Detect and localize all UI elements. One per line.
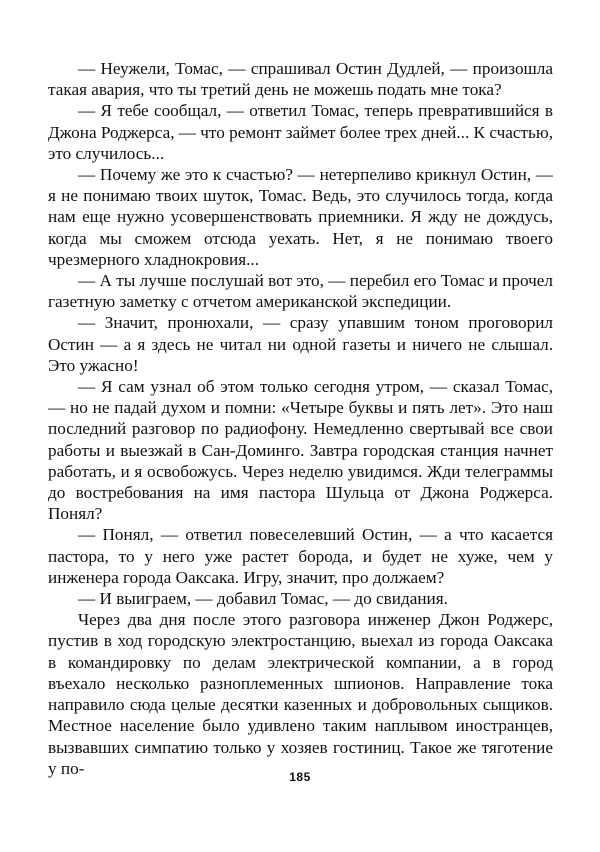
paragraph: — Неужели, Томас, — спрашивал Остин Дудлей, — произошла такая авария, что ты третий день не можешь подать мне тока? — [48, 59, 553, 100]
paragraph: — И выиграем, — добавил Томас, — до свидания. — [78, 589, 448, 609]
paragraph: — Значит, пронюхали, — сразу упавшим тоном проговорил Остин — а я здесь не читал ни одной газеты и ничего не слышал. Это ужасно! — [48, 313, 553, 375]
paragraph: — А ты лучше послушай вот это, — перебил его Томас и прочел газетную заметку с отчетом американской экспедиции. — [48, 271, 553, 312]
paragraph: Через два дня после этого разговора инженер Джон Роджерс, пустив в ход городскую электростанцию, выехал из города Оаксака в командировку по делам электрической компании, а в город въехало несколько разноплеменных шпионов. Направление тока направило сюда целые десятки казенных и добровольных сыщиков. Местное население было удивлено таким наплывом иностранцев, вызвавших симпатию только у хозяев гостиниц. Такое же тяготение у по- — [48, 610, 553, 778]
paragraph: — Почему же это к счастью? — нетерпеливо крикнул Остин, — я не понимаю твоих шуток, Томас. Ведь, это случилось тогда, когда нам еще нужно усовершенствовать приемники. Я жду не дождусь, когда мы сможем отсюда уехать. Нет, я не понимаю твоего чрезмерного хладнокровия... — [48, 165, 553, 269]
paragraph: — Я сам узнал об этом только сегодня утром, — сказал Томас, — но не падай духом и помни: «Четыре буквы и пять лет». Это наш последний разговор по радиофону. Немедленно свертывай все свои работы и выезжай в Сан-Доминго. Завтра городская станция начнет работать, и я освобожусь. Через неделю увидимся. Жди телеграммы до востребования на имя пастора Шульца от Джона Роджерса. Понял? — [48, 377, 553, 524]
page-text — [48, 58, 553, 779]
paragraph: — Понял, — ответил повеселевший Остин, — а что касается пастора, то у него уже растет борода, и будет не хуже, чем у инженера города Оаксака. Игру, значит, про должаем? — [48, 525, 553, 587]
paragraph: — Я тебе сообщал, — ответил Томас, теперь превратившийся в Джона Роджерса, — что ремонт займет более трех дней... К счастью, это случилось... — [48, 101, 553, 163]
page-number: 185 — [289, 770, 311, 784]
